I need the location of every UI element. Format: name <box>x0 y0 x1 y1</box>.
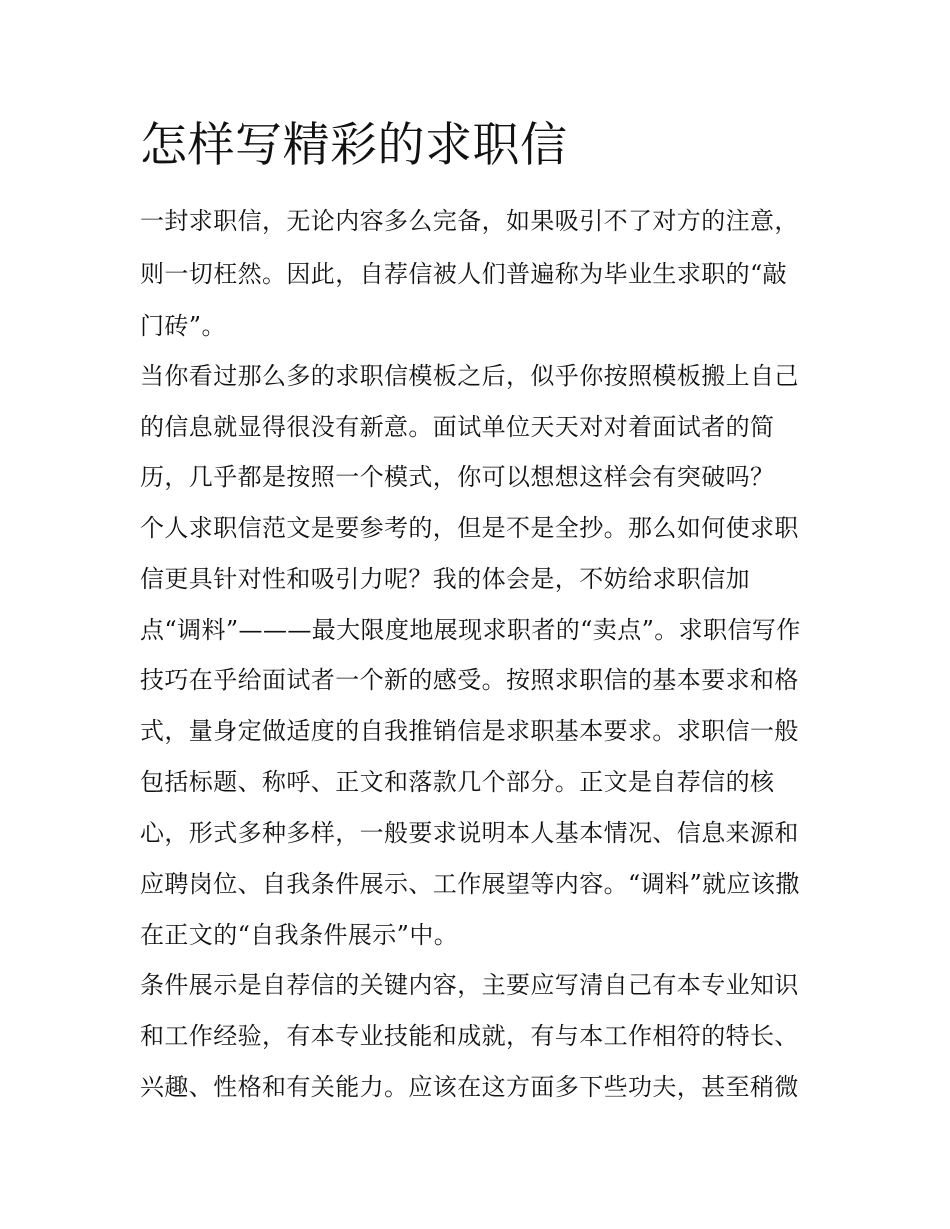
text-line: 个人求职信范文是要参考的，但是不是全抄。那么如何使求职 <box>140 514 799 542</box>
text-line: 的信息就显得很没有新意。面试单位天天对对着面试者的简 <box>140 413 775 441</box>
text-line: 心，形式多种多样，一般要求说明本人基本情况、信息来源和 <box>140 819 799 847</box>
text-line: 条件展示是自荐信的关键内容，主要应写清自己有本专业知识 <box>140 971 799 999</box>
text-line: 式，量身定做适度的自我推销信是求职基本要求。求职信一般 <box>140 717 799 745</box>
text-line: 一封求职信，无论内容多么完备，如果吸引不了对方的注意， <box>140 207 799 235</box>
text-line: 技巧在乎给面试者一个新的感受。按照求职信的基本要求和格 <box>140 666 799 694</box>
text-line: 兴趣、性格和有关能力。应该在这方面多下些功夫，甚至稍微 <box>140 1073 799 1101</box>
text-line: 点“调料”———最大限度地展现求职者的“卖点”。求职信写作 <box>140 616 801 644</box>
text-line: 包括标题、称呼、正文和落款几个部分。正文是自荐信的核 <box>140 768 775 796</box>
text-line: 应聘岗位、自我条件展示、工作展望等内容。“调料”就应该撒 <box>140 870 800 898</box>
text-line: 当你看过那么多的求职信模板之后，似乎你按照模板搬上自己 <box>140 362 799 390</box>
text-line: 信更具针对性和吸引力呢？我的体会是，不妨给求职信加 <box>140 565 750 593</box>
text-line: 则一切枉然。因此，自荐信被人们普遍称为毕业生求职的“敲 <box>140 260 788 288</box>
text-line: 和工作经验，有本专业技能和成就，有与本工作相符的特长、 <box>140 1022 799 1050</box>
text-line: 在正文的“自我条件展示”中。 <box>140 921 459 949</box>
text-line: 门砖”。 <box>140 312 226 340</box>
text-line: 历，几乎都是按照一个模式，你可以想想这样会有突破吗？ <box>140 463 775 491</box>
document-title: 怎样写精彩的求职信 <box>140 118 568 173</box>
